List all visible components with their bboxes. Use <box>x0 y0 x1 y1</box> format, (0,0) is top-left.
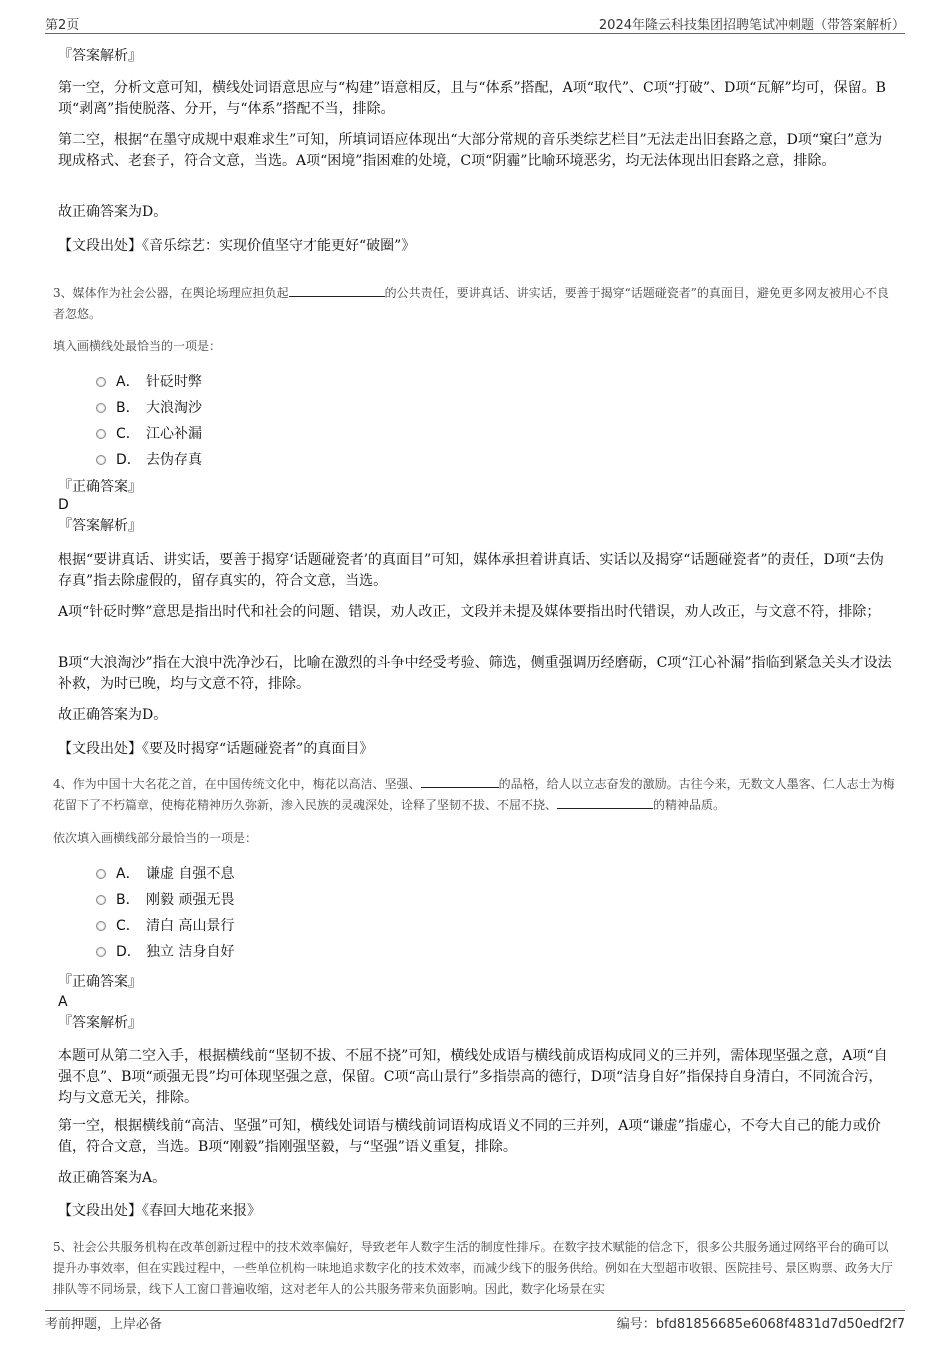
q3-stem: 3、媒体作为社会公器，在舆论场理应担负起 的公共责任，要讲真话、讲实话，要善于揭穿“话题碰瓷者”的真面目，避免更多网友被用心不良者忽悠。 <box>53 286 889 321</box>
q3-answer: D <box>58 497 69 513</box>
document-title: 2024年隆云科技集团招聘笔试冲刺题（带答案解析） <box>598 18 905 33</box>
q3-analysis-label: 『答案解析』 <box>58 518 142 534</box>
radio-icon[interactable] <box>96 895 106 905</box>
footer-slogan: 考前押题，上岸必备 <box>45 1317 163 1332</box>
q4-option-c[interactable]: C． 清白 高山景行 <box>96 916 234 936</box>
page-number: 第2页 <box>45 18 80 33</box>
q4-blank-2 <box>557 796 653 809</box>
q4-analysis-label: 『答案解析』 <box>58 1015 142 1031</box>
q3-correct-label: 『正确答案』 <box>58 479 142 495</box>
q4-option-d[interactable]: D． 独立 洁身自好 <box>96 942 234 962</box>
q4-analysis-para-1: 本题可从第二空入手，根据横线前“坚韧不拔、不屈不挠”可知，横线处成语与横线前成语构成同义的三并列，需体现坚强之意，A项“自强不息”、B项“顽强无畏”均可体现坚强之意，保留。C项“高山景行”多指崇高的德行，D项“洁身自好”指保持自身清白，不同流合污，均与文意无关，排除。 <box>58 1048 888 1106</box>
radio-icon[interactable] <box>96 869 106 879</box>
radio-icon[interactable] <box>96 377 106 387</box>
q2-source: 【文段出处】《音乐综艺：实现价值坚守才能更好“破圈”》 <box>58 238 416 254</box>
q4-source: 【文段出处】《春回大地花来报》 <box>58 1203 261 1219</box>
q4-option-a[interactable]: A． 谦虚 自强不息 <box>96 864 234 884</box>
q4-correct-label: 『正确答案』 <box>58 974 142 990</box>
q4-option-b[interactable]: B． 刚毅 顽强无畏 <box>96 890 234 910</box>
q3-option-d[interactable]: D． 去伪存真 <box>96 450 202 470</box>
radio-icon[interactable] <box>96 429 106 439</box>
q3-prompt: 填入画横线处最恰当的一项是： <box>53 339 222 353</box>
q4-blank-1 <box>421 775 499 788</box>
q3-option-c[interactable]: C． 江心补漏 <box>96 424 202 444</box>
q3-option-a[interactable]: A． 针砭时弊 <box>96 372 202 392</box>
q3-source: 【文段出处】《要及时揭穿“话题碰瓷者”的真面目》 <box>58 741 374 757</box>
q3-conclusion: 故正确答案为D。 <box>58 707 168 723</box>
q2-analysis-label: 『答案解析』 <box>58 48 142 64</box>
q4-stem: 4、作为中国十大名花之首，在中国传统文化中，梅花以高洁、坚强、 的品格，给人以立志奋发的激励。古往今来，无数文人墨客、仁人志士为梅花留下了不朽篇章，使梅花精神历久弥新，渗入民族的灵魂深处，诠释了坚韧不拔、不屈不挠、 的精神品质。 <box>53 777 895 812</box>
footer-rule <box>45 1310 905 1311</box>
q4-conclusion: 故正确答案为A。 <box>58 1170 167 1186</box>
radio-icon[interactable] <box>96 455 106 465</box>
q4-prompt: 依次填入画横线部分最恰当的一项是： <box>53 831 258 845</box>
q3-blank <box>289 284 385 297</box>
header-rule <box>45 33 905 34</box>
q5-stem: 5、社会公共服务机构在改革创新过程中的技术效率偏好，导致老年人数字生活的制度性排斥。在数字技术赋能的信念下，很多公共服务通过网络平台的确可以提升办事效率，但在实践过程中，一些单位机构一味地追求数字化的技术效率，而减少线下的服务供给。例如在大型超市收银、医院挂号、景区购票、政务大厅排队等不同场景，线下人工窗口普遍收缩，这对老年人的公共服务带来负面影响。因此，数字化场景在实 <box>53 1240 894 1296</box>
q2-conclusion: 故正确答案为D。 <box>58 204 168 220</box>
q3-analysis-para-3: B项“大浪淘沙”指在大浪中洗净沙石，比喻在激烈的斗争中经受考验、筛选，侧重强调历经磨砺，C项“江心补漏”指临到紧急关头才设法补救，为时已晚，均与文意不符，排除。 <box>58 655 892 692</box>
q4-answer: A <box>58 994 68 1010</box>
radio-icon[interactable] <box>96 403 106 413</box>
document-id: 编号：bfd81856685e6068f4831d7d50edf2f7 <box>616 1317 905 1332</box>
q3-analysis-para-1: 根据“要讲真话、讲实话，要善于揭穿‘话题碰瓷者’的真面目”可知，媒体承担着讲真话、实话以及揭穿“话题碰瓷者”的责任，D项“去伪存真”指去除虚假的，留存真实的，符合文意，当选。 <box>58 552 884 589</box>
q3-option-b[interactable]: B． 大浪淘沙 <box>96 398 202 418</box>
q3-analysis-para-2: A项“针砭时弊”意思是指出时代和社会的问题、错误，劝人改正，文段并未提及媒体要指出时代错误，劝人改正，与文意不符，排除； <box>58 604 881 620</box>
q4-analysis-para-2: 第一空，根据横线前“高洁、坚强”可知，横线处词语与横线前词语构成语义不同的三并列，A项“谦虚”指虚心，不夸大自己的能力或价值，符合文意，当选。B项“刚毅”指刚强坚毅，与“坚强”语义重复，排除。 <box>58 1118 881 1155</box>
q2-analysis-para-2: 第二空，根据“在墨守成规中艰难求生”可知，所填词语应体现出“大部分常规的音乐类综艺栏目”无法走出旧套路之意，D项“窠臼”意为现成格式、老套子，符合文意，当选。A项“困境”指困难的处境，C项“阴霾”比喻环境恶劣，均无法体现出旧套路之意，排除。 <box>58 132 883 169</box>
q2-analysis-para-1: 第一空，分析文意可知，横线处词语意思应与“构建”语意相反，且与“体系”搭配，A项“取代”、C项“打破”、D项“瓦解”均可，保留。B项“剥离”指使脱落、分开，与“体系”搭配不当，排除。 <box>58 80 886 117</box>
radio-icon[interactable] <box>96 947 106 957</box>
radio-icon[interactable] <box>96 921 106 931</box>
